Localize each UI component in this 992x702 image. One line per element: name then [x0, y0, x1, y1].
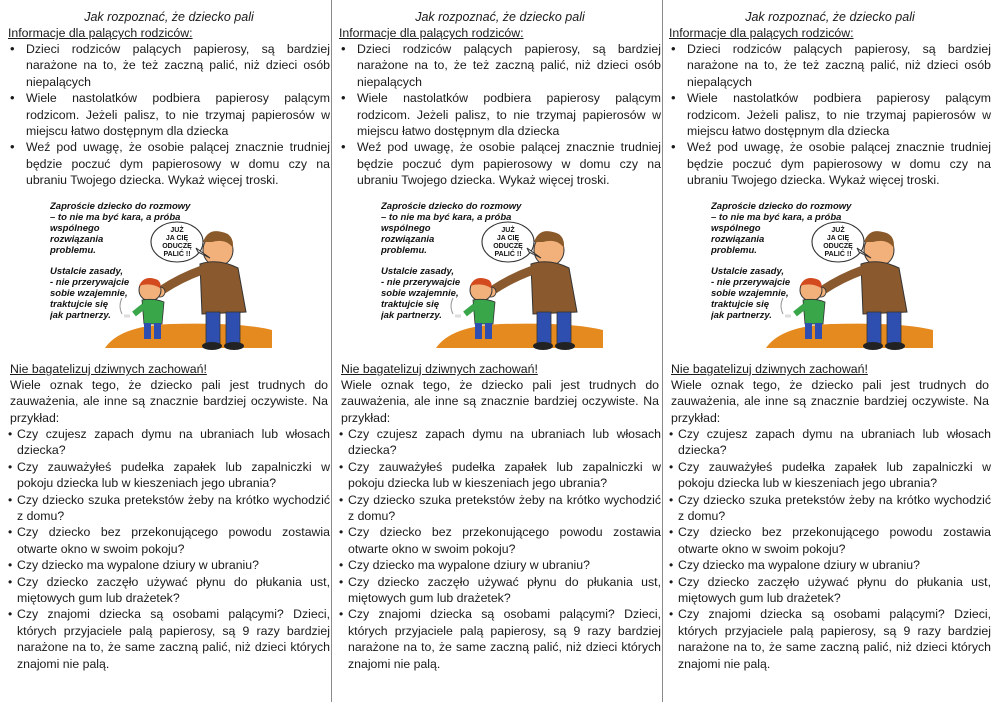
caption-line: Ustalcie zasady, — [50, 266, 124, 277]
warning-sign: • Czy znajomi dziecka są osobami palącymi? Dzieci, których przyjaciele palą papierosy, są 9 razy bardziej narażone na to, że same zaczną palić, niż dzieci których znajomi nie palą. — [339, 606, 661, 672]
warning-sign: • Czy zauważyłeś pudełka zapałek lub zapalniczki w pokoju dziecka lub w kieszeniach jego ubrania? — [339, 459, 661, 492]
warning-sign: • Czy dziecko ma wypalone dziury w ubraniu? — [8, 557, 330, 573]
bubble-line: ODUCZĘ — [493, 243, 523, 250]
info-point: • Dzieci rodziców palących papierosy, są bardziej narażone na to, że też zaczną palić, niż dzieci osób niepalących — [8, 41, 330, 90]
caption-line: - nie przerywajcie — [50, 277, 130, 288]
bubble-line: PALIĆ !! — [494, 251, 522, 258]
info-point: • Weź pod uwagę, że osobie palącej znacznie trudniej będzie poczuć dym papierosowy w domu czy na ubraniu Twojego dziecka. Wykaż więcej troski. — [339, 139, 661, 188]
warning-sign: • Czy dziecko szuka pretekstów żeby na krótko wychodzić z domu? — [8, 492, 330, 525]
intro-heading: Informacje dla palących rodziców: — [669, 26, 854, 40]
warning-signs-list — [8, 426, 330, 672]
info-points-list — [669, 41, 991, 189]
warning-sign: • Czy dziecko ma wypalone dziury w ubraniu? — [339, 557, 661, 573]
caption-line: jak partnerzy. — [50, 310, 111, 321]
parent-child-cartoon — [50, 198, 272, 358]
warning-sign: • Czy czujesz zapach dymu na ubraniach lub włosach dziecka? — [669, 426, 991, 459]
caption-line: traktujcie się — [711, 299, 770, 310]
info-point: • Wiele nastolatków podbiera papierosy palącym rodzicom. Jeżeli palisz, to nie trzymaj papierosów w miejscu łatwo dostępnym dla dziecka — [8, 90, 330, 139]
warning-sign: • Czy czujesz zapach dymu na ubraniach lub włosach dziecka? — [339, 426, 661, 459]
caption-line: Ustalcie zasady, — [711, 266, 785, 277]
caption-line: sobie wzajemnie, — [711, 288, 789, 299]
caption-line: jak partnerzy. — [711, 310, 772, 321]
speech-bubble — [482, 222, 541, 262]
caption-line: traktujcie się — [50, 299, 109, 310]
cartoon-caption-bottom — [711, 266, 791, 321]
column-divider-2 — [662, 0, 663, 702]
leaflet-title: Jak rozpoznać, że dziecko pali — [415, 10, 585, 24]
warning-signs-list — [669, 426, 991, 672]
leaflet-column-1 — [8, 0, 330, 702]
caption-line: problemu. — [50, 245, 96, 256]
warning-sign: • Czy znajomi dziecka są osobami palącymi? Dzieci, których przyjaciele palą papierosy, są 9 razy bardziej narażone na to, że same zaczną palić, niż dzieci których znajomi nie palą. — [8, 606, 330, 672]
warning-sign: • Czy czujesz zapach dymu na ubraniach lub włosach dziecka? — [8, 426, 330, 459]
parent-child-cartoon — [381, 198, 603, 358]
caption-line: wspólnego — [50, 223, 100, 234]
bubble-line: JUŻ — [501, 227, 515, 234]
caption-line: problemu. — [381, 245, 427, 256]
bubble-line: JUŻ — [831, 227, 845, 234]
section-intro: Wiele oznak tego, że dziecko pali jest trudnych do zauważenia, ale inne są znacznie bardziej oczywiste. Na przykład: — [10, 378, 328, 425]
warning-sign: • Czy dziecko bez przekonującego powodu zostawia otwarte okno w swoim pokoju? — [339, 524, 661, 557]
caption-line: Zaproście dziecko do rozmowy — [381, 201, 522, 212]
warning-sign: • Czy dziecko zaczęło używać płynu do płukania ust, miętowych gum lub drażetek? — [339, 574, 661, 607]
cartoon-caption-bottom — [50, 266, 130, 321]
caption-line: rozwiązania — [50, 234, 104, 245]
bubble-line: JA CIĘ — [496, 235, 520, 242]
caption-line: Zaproście dziecko do rozmowy — [50, 201, 191, 212]
bubble-line: PALIĆ !! — [824, 251, 852, 258]
caption-line: Ustalcie zasady, — [381, 266, 455, 277]
info-points-list — [8, 41, 330, 189]
speech-bubble — [151, 222, 210, 262]
warning-sign: • Czy zauważyłeś pudełka zapałek lub zapalniczki w pokoju dziecka lub w kieszeniach jego ubrania? — [669, 459, 991, 492]
warning-sign: • Czy znajomi dziecka są osobami palącymi? Dzieci, których przyjaciele palą papierosy, są 9 razy bardziej narażone na to, że same zaczną palić, niż dzieci których znajomi nie palą. — [669, 606, 991, 672]
warning-sign: • Czy dziecko zaczęło używać płynu do płukania ust, miętowych gum lub drażetek? — [669, 574, 991, 607]
caption-line: – to nie ma być kara, a próba — [50, 212, 181, 223]
caption-line: wspólnego — [711, 223, 761, 234]
info-points-list — [339, 41, 661, 189]
bubble-line: JUŻ — [170, 227, 184, 234]
intro-heading: Informacje dla palących rodziców: — [339, 26, 524, 40]
cartoon-caption-bottom — [381, 266, 461, 321]
warning-sign: • Czy dziecko bez przekonującego powodu zostawia otwarte okno w swoim pokoju? — [669, 524, 991, 557]
caption-line: - nie przerywajcie — [381, 277, 461, 288]
leaflet-column-2 — [339, 0, 661, 702]
warning-sign: • Czy dziecko ma wypalone dziury w ubraniu? — [669, 557, 991, 573]
caption-line: – to nie ma być kara, a próba — [381, 212, 512, 223]
caption-line: wspólnego — [381, 223, 431, 234]
warning-sign: • Czy zauważyłeś pudełka zapałek lub zapalniczki w pokoju dziecka lub w kieszeniach jego ubrania? — [8, 459, 330, 492]
bubble-line: JA CIĘ — [826, 235, 850, 242]
caption-line: Zaproście dziecko do rozmowy — [711, 201, 852, 212]
intro-heading: Informacje dla palących rodziców: — [8, 26, 193, 40]
section-heading: Nie bagatelizuj dziwnych zachowań! — [671, 362, 868, 376]
parent-child-cartoon — [711, 198, 933, 358]
bubble-line: ODUCZĘ — [162, 243, 192, 250]
info-point: • Wiele nastolatków podbiera papierosy palącym rodzicom. Jeżeli palisz, to nie trzymaj papierosów w miejscu łatwo dostępnym dla dziecka — [669, 90, 991, 139]
warning-sign: • Czy dziecko szuka pretekstów żeby na krótko wychodzić z domu? — [669, 492, 991, 525]
section-heading: Nie bagatelizuj dziwnych zachowań! — [10, 362, 207, 376]
info-point: • Wiele nastolatków podbiera papierosy palącym rodzicom. Jeżeli palisz, to nie trzymaj papierosów w miejscu łatwo dostępnym dla dziecka — [339, 90, 661, 139]
section-intro: Wiele oznak tego, że dziecko pali jest trudnych do zauważenia, ale inne są znacznie bardziej oczywiste. Na przykład: — [341, 378, 659, 425]
caption-line: – to nie ma być kara, a próba — [711, 212, 842, 223]
speech-bubble — [812, 222, 871, 262]
caption-line: jak partnerzy. — [381, 310, 442, 321]
warning-sign: • Czy dziecko bez przekonującego powodu zostawia otwarte okno w swoim pokoju? — [8, 524, 330, 557]
column-divider-1 — [331, 0, 332, 702]
leaflet-title: Jak rozpoznać, że dziecko pali — [745, 10, 915, 24]
bubble-line: ODUCZĘ — [823, 243, 853, 250]
warning-sign: • Czy dziecko zaczęło używać płynu do płukania ust, miętowych gum lub drażetek? — [8, 574, 330, 607]
warning-sign: • Czy dziecko szuka pretekstów żeby na krótko wychodzić z domu? — [339, 492, 661, 525]
caption-line: sobie wzajemnie, — [50, 288, 128, 299]
info-point: • Weź pod uwagę, że osobie palącej znacznie trudniej będzie poczuć dym papierosowy w domu czy na ubraniu Twojego dziecka. Wykaż więcej troski. — [8, 139, 330, 188]
leaflet-column-3 — [669, 0, 991, 702]
caption-line: rozwiązania — [711, 234, 765, 245]
info-point: • Dzieci rodziców palących papierosy, są bardziej narażone na to, że też zaczną palić, niż dzieci osób niepalących — [339, 41, 661, 90]
bubble-line: JA CIĘ — [165, 235, 189, 242]
info-point: • Weź pod uwagę, że osobie palącej znacznie trudniej będzie poczuć dym papierosowy w domu czy na ubraniu Twojego dziecka. Wykaż więcej troski. — [669, 139, 991, 188]
bubble-line: PALIĆ !! — [163, 251, 191, 258]
caption-line: sobie wzajemnie, — [381, 288, 459, 299]
caption-line: - nie przerywajcie — [711, 277, 791, 288]
warning-signs-list — [339, 426, 661, 672]
info-point: • Dzieci rodziców palących papierosy, są bardziej narażone na to, że też zaczną palić, niż dzieci osób niepalących — [669, 41, 991, 90]
section-heading: Nie bagatelizuj dziwnych zachowań! — [341, 362, 538, 376]
caption-line: rozwiązania — [381, 234, 435, 245]
caption-line: traktujcie się — [381, 299, 440, 310]
leaflet-title: Jak rozpoznać, że dziecko pali — [84, 10, 254, 24]
section-intro: Wiele oznak tego, że dziecko pali jest trudnych do zauważenia, ale inne są znacznie bardziej oczywiste. Na przykład: — [671, 378, 989, 425]
caption-line: problemu. — [711, 245, 757, 256]
